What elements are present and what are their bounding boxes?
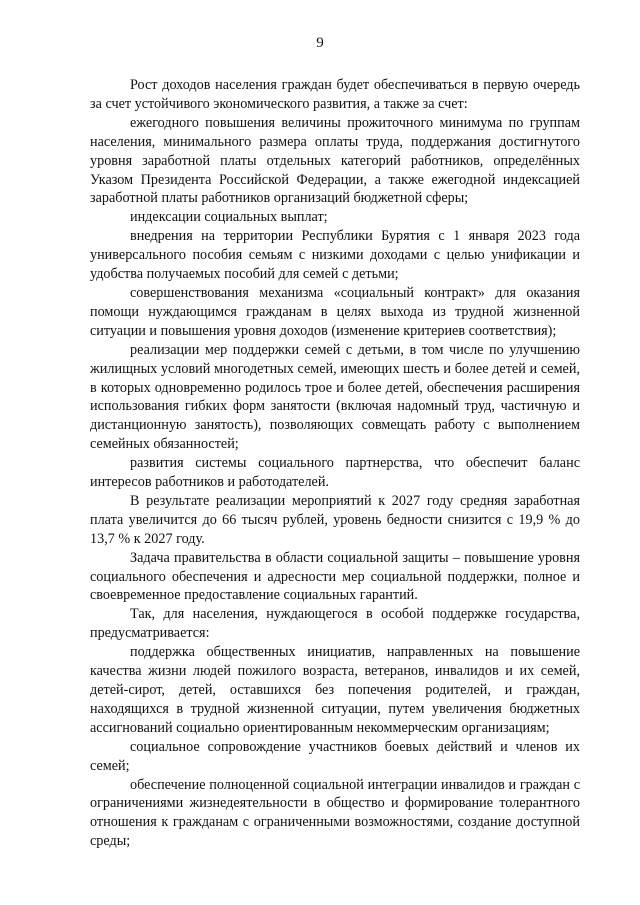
paragraph-income-growth-intro: Рост доходов населения граждан будет обеспечиваться в первую очередь за счет устойчивого экономического развития, а также за счет: (90, 77, 580, 112)
paragraph-special-support-intro: Так, для населения, нуждающегося в особой поддержке государства, предусматривается: (90, 606, 580, 642)
paragraph-minimum-wage-indexation: ежегодного повышения величины прожиточного минимума по группам населения, минимального размера оплаты труда, поддержания достигнутого уровня заработной платы отдельных категорий работников, определённых Указом Президента Российской Федерации, а также ежегодной индексацией заработной платы работников организаций бюджетной сферы; (90, 114, 580, 207)
paragraph-social-partnership: развития системы социального партнерства, что обеспечит баланс интересов работников и работодателей. (90, 455, 580, 491)
paragraph-social-protection-goal: Задача правительства в области социальной защиты – повышение уровня социального обеспечения и адресности мер социальной поддержки, полное и своевременное предоставление социальных гарантий. (90, 549, 580, 604)
document-body (90, 76, 580, 851)
paragraph-social-payments-indexation: индексации социальных выплат; (130, 209, 328, 226)
paragraph-2027-results: В результате реализации мероприятий к 2027 году средняя заработная плата увеличится до 66 тысяч рублей, уровень бедности снизится с 19,9 % до 13,7 % к 2027 году. (90, 492, 580, 547)
paragraph-social-contract: совершенствования механизма «социальный контракт» для оказания помощи нуждающимся гражданам в целях выхода из трудной жизненной ситуации и повышения уровня доходов (изменение критериев соответствия); (90, 284, 580, 339)
paragraph-disability-integration: обеспечение полноценной социальной интеграции инвалидов и граждан с ограничениями жизнедеятельности в общество и формирование толерантного отношения к гражданам с ограниченными возможностями, создание доступной среды; (90, 776, 580, 850)
paragraph-family-support: реализации мер поддержки семей с детьми, в том числе по улучшению жилищных условий многодетных семей, имеющих шесть и более детей и семей, в которых одновременно родилось трое и более детей, обеспечения расширения использования гибких форм занятости (включая надомный труд, частичную и дистанционную занятость), позволяющих совмещать работу с выполнением семейных обязанностей; (90, 341, 580, 453)
paragraph-universal-allowance: внедрения на территории Республики Бурятия с 1 января 2023 года универсального пособия семьям с низкими доходами с целью унификации и удобства получаемых пособий для семей с детьми; (90, 228, 580, 283)
page-number: 9 (316, 35, 324, 51)
paragraph-public-initiatives: поддержка общественных инициатив, направленных на повышение качества жизни людей пожилого возраста, ветеранов, инвалидов и их семей, детей-сирот, детей, оставшихся без попечения родителей, и граждан, находящихся в трудной жизненной ситуации, путем увеличения бюджетных ассигнований социально ориентированным некоммерческим организациям; (90, 644, 580, 736)
paragraph-veterans-support: социальное сопровождение участников боевых действий и членов их семей; (90, 738, 580, 774)
